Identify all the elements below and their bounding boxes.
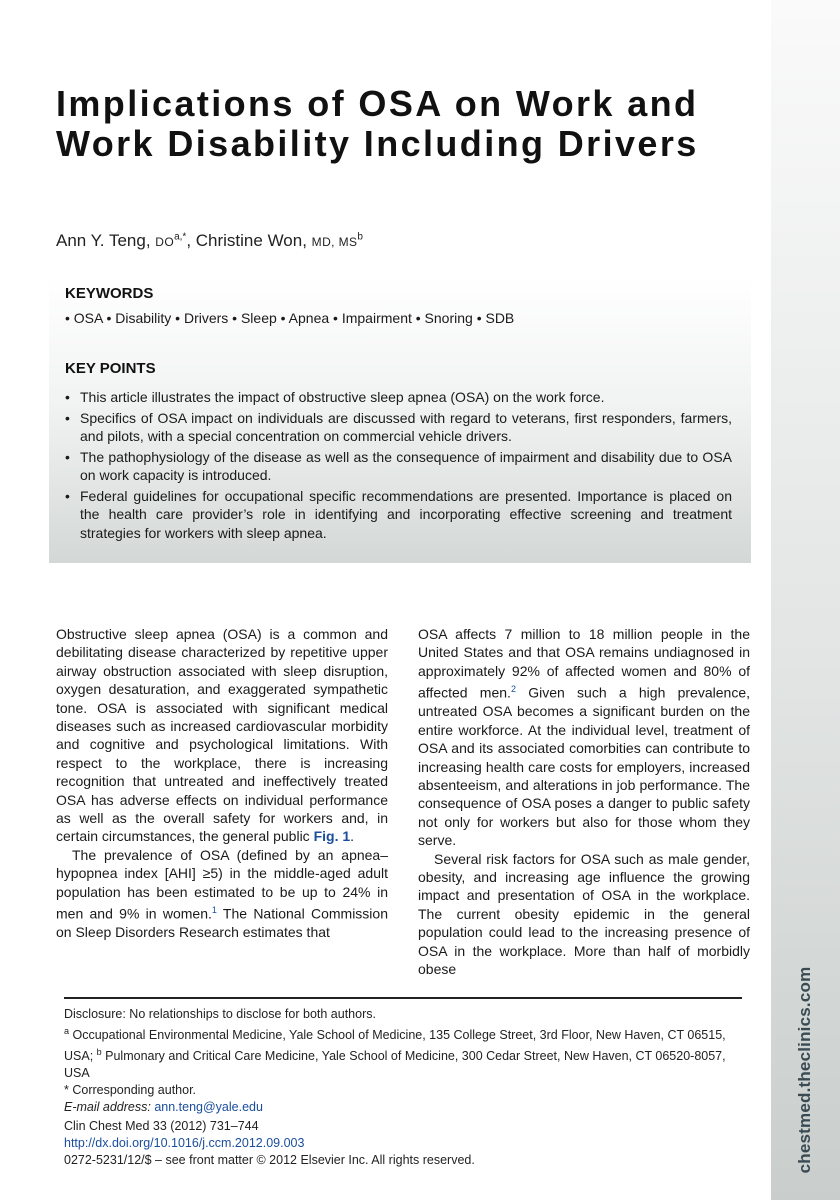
- keywords-list: • OSA • Disability • Drivers • Sleep • Apnea • Impairment • Snoring • SDB: [65, 310, 515, 326]
- affiliations: [64, 1023, 742, 1082]
- copyright-line: 0272-5231/12/$ – see front matter © 2012 Elsevier Inc. All rights reserved.: [64, 1153, 475, 1167]
- paragraph-text: The prevalence of OSA (defined by an apnea–hypopnea index [AHI] ≥5) in the middle-aged adult population has been estimated to be up to 24% in men and 9% in women.: [56, 846, 388, 922]
- email-line: [64, 1099, 742, 1116]
- author-1-name: Ann Y. Teng,: [56, 231, 156, 250]
- author-1-affiliation-marker[interactable]: a,*: [174, 231, 187, 243]
- figure-1-link[interactable]: Fig. 1: [313, 828, 351, 845]
- key-point-item: • This article illustrates the impact of obstructive sleep apnea (OSA) on the work force.: [65, 388, 732, 407]
- email-label: E-mail address:: [64, 1100, 151, 1115]
- footnote-divider: [64, 997, 742, 999]
- body-paragraph: Several risk factors for OSA such as male gender, obesity, and increasing age influence the growing impact and presentation of OSA in the workplace. The current obesity epidemic in the general population could lead to the increasing presence of OSA in the workplace. More than half of morbidly obese: [418, 850, 750, 977]
- author-line: [56, 231, 363, 251]
- paragraph-text: .: [350, 828, 355, 845]
- email-link[interactable]: ann.teng@yale.edu: [154, 1100, 263, 1115]
- key-point-item: • Specifics of OSA impact on individuals are discussed with regard to veterans, first responders, farmers, and pilots, with a special concentration on commercial vehicle drivers.: [65, 409, 732, 446]
- journal-site-label: chestmed.theclinics.com: [795, 966, 814, 1174]
- footnotes: [64, 1006, 742, 1116]
- author-2-affiliation-marker[interactable]: b: [357, 231, 363, 243]
- paragraph-text: Obstructive sleep apnea (OSA) is a common and debilitating disease characterized by repetitive upper airway obstruction associated with sleep disruption, oxygen desaturation, and exaggerated sympathetic tone. OSA is associated with significant medical diseases such as increased cardiovascular morbidity and cognitive and psychological limitations. With respect to the workplace, there is increasing recognition that untreated and ineffectively treated OSA has adverse effects on individual performance as well as the overall safety for workers and, in certain circumstances, the general public: [56, 626, 388, 845]
- reference-2-link[interactable]: 2: [510, 684, 516, 695]
- affiliation-b-marker: b: [96, 1047, 102, 1058]
- body-column-left: [56, 625, 388, 942]
- affiliation-b: Pulmonary and Critical Care Medicine, Yale School of Medicine, 300 Cedar Street, New Haven, CT 06520-8057, USA: [64, 1049, 726, 1081]
- paragraph-text: Given such a high prevalence, untreated OSA becomes a significant burden on the entire workforce. At the individual level, treatment of OSA and its associated comorbities can contribute to increasing health care costs for employers, increased absenteeism, and alterations in job performance. The consequence of OSA poses a danger to public safety not only for workers but also for those whom they serve.: [418, 684, 750, 849]
- author-separator: ,: [186, 231, 196, 250]
- affiliation-a: Occupational Environmental Medicine, Yale School of Medicine, 135 College Street, 3rd Floor, New Haven, CT 06515, USA;: [64, 1028, 726, 1064]
- key-points-heading: KEY POINTS: [65, 360, 156, 377]
- keywords-heading: KEYWORDS: [65, 285, 154, 302]
- disclosure-note: Disclosure: No relationships to disclose for both authors.: [64, 1007, 376, 1021]
- key-point-item: • The pathophysiology of the disease as well as the consequence of impairment and disability due to OSA on work capacity is introduced.: [65, 448, 732, 485]
- paragraph-text: OSA affects 7 million to 18 million people in the United States and that OSA remains undiagnosed in approximately 92% of affected women and 80% of affected men.: [418, 626, 750, 701]
- key-point-item: • Federal guidelines for occupational specific recommendations are presented. Importance is placed on the health care provider’s role in identifying and incorporating effective screening and treatment strategies for workers with sleep apnea.: [65, 487, 732, 543]
- author-2-name: Christine Won,: [195, 231, 312, 250]
- body-paragraph: [56, 846, 388, 942]
- corresponding-author-note: * Corresponding author.: [64, 1083, 197, 1098]
- body-paragraph: [56, 625, 388, 846]
- paragraph-text: The National Commission on Sleep Disorders Research estimates that: [56, 905, 388, 941]
- doi-link[interactable]: http://dx.doi.org/10.1016/j.ccm.2012.09.003: [64, 1136, 305, 1150]
- citation-block: [64, 1118, 742, 1169]
- key-points-list: [65, 388, 732, 544]
- author-2-degree: MD, MS: [311, 235, 358, 249]
- article-title: Implications of OSA on Work and Work Disability Including Drivers: [56, 83, 699, 164]
- author-1-degree: DO: [155, 235, 175, 249]
- affiliation-a-marker: a: [64, 1026, 70, 1036]
- body-column-right: [418, 625, 750, 978]
- journal-citation: Clin Chest Med 33 (2012) 731–744: [64, 1119, 259, 1133]
- reference-1-link[interactable]: 1: [211, 905, 217, 916]
- body-paragraph: [418, 625, 750, 850]
